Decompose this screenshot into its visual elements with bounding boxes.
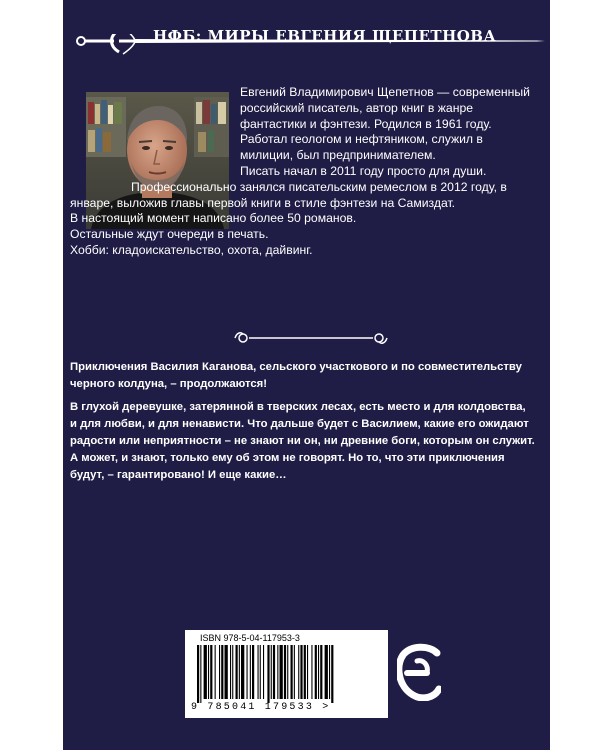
annotation-lead: Приключения Василия Каганова, сельского участкового и по совместительству черного колдуна, – продолжаются! [70,361,522,390]
bio-paragraph: Писать начал в 2011 году просто для души. [240,163,487,178]
bio-paragraph: Остальные ждут очереди в печать. [70,227,269,242]
annotation-body: В глухой деревушке, затерянной в тверских лесах, есть место и для колдовства, и для любви, и для ненависти. Что дальше будет с Василием, какие его ожидают радости или неприятности – не знают ни он, ни древние боги, которым он служит. А может, и знают, только ему об этом не говорят. Но то, что эти приключения будут, – гарантировано! И еще какие… [70,401,535,481]
series-title: НФБ: МИРЫ ЕВГЕНИЯ ЩЕПЕТНОВА [153,27,497,45]
divider-ornament-icon [231,330,391,346]
barcode-box [185,630,388,718]
back-cover [63,0,550,750]
barcode-digits: 9 785041 179533 > [191,702,331,713]
annotation [70,359,535,490]
bio-paragraph: Евгений Владимирович Щепетнов — современный российский писатель, автор книг в жанре фантастики и фэнтези. Родился в 1961 году. Работал геологом и нефтяником, служил в милиции, был предпринимателем. [240,85,530,163]
author-bio [70,85,530,259]
eksmo-logo-icon [397,643,441,701]
bio-paragraph: В настоящий момент написано более 50 романов. [70,211,357,226]
isbn-label: ISBN 978-5-04-117953-3 [200,633,300,643]
bio-paragraph: Хобби: кладоискательство, охота, дайвинг. [70,242,313,257]
barcode-icon [193,645,381,703]
series-banner [63,10,550,50]
bio-paragraph: Профессионально занялся писательским ремеслом в 2012 году, в январе, выложив главы первой книги в стиле фэнтези на Самиздат. [70,179,507,210]
